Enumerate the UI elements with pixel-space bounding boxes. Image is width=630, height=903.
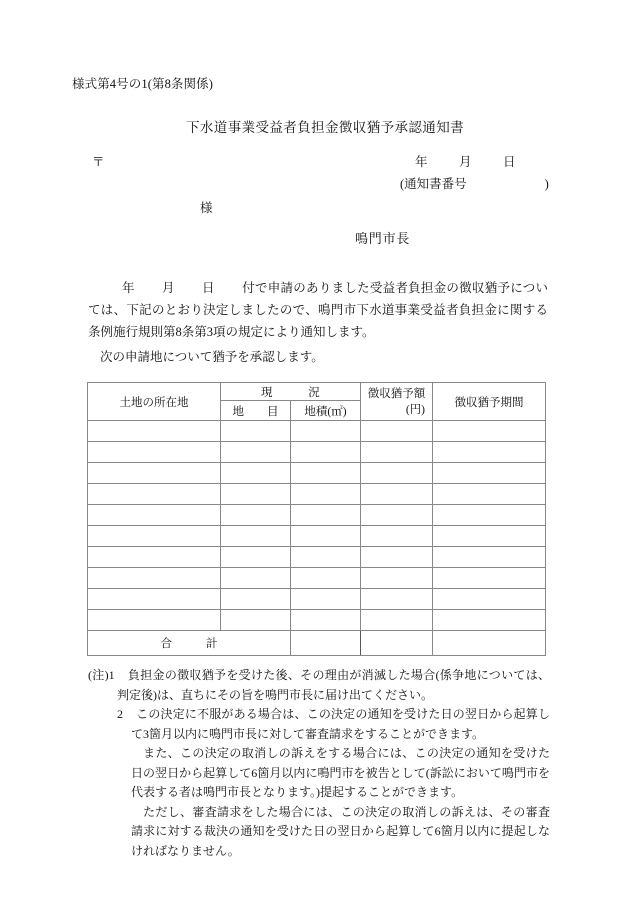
table-row[interactable]: [88, 568, 546, 589]
cell-land-category[interactable]: [221, 484, 291, 505]
cell-location[interactable]: [88, 463, 221, 484]
note-2-text: この決定に不服がある場合は、この決定の通知を受けた日の翌日から起算して3箇月以内に鳴門市長に対して審査請求をすることができます。: [131, 707, 550, 741]
land-table: [87, 382, 546, 656]
total-label-a: 合: [160, 638, 172, 650]
note-1-text: 負担金の徴収猶予を受けた後、その理由が消滅した場合(係争地については、判定後)は、直ちにその旨を鳴門市長に届け出てください。: [117, 668, 550, 702]
land-table-body: [88, 421, 546, 656]
note-item-1: [88, 666, 550, 705]
cell-deferral-amount[interactable]: [361, 505, 433, 526]
body-date-month: 月: [162, 281, 175, 295]
cell-location[interactable]: [88, 547, 221, 568]
form-code-label: 様式第4号の1(第8条関係): [72, 77, 213, 91]
body-date-year: 年: [122, 281, 135, 295]
table-row[interactable]: [88, 526, 546, 547]
cell-land-category[interactable]: [221, 421, 291, 442]
cell-land-category[interactable]: [221, 442, 291, 463]
note-item-2-continuation-1: また、この決定の取消しの訴えをする場合には、この決定の通知を受けた日の翌日から起算して6箇月以内に鳴門市を被告として(訴訟において鳴門市を代表する者は鳴門市長となります。)提起することができます。: [131, 746, 550, 799]
cell-deferral-period[interactable]: [433, 421, 546, 442]
cell-deferral-amount[interactable]: [361, 568, 433, 589]
cell-deferral-period[interactable]: [433, 484, 546, 505]
header-deferral-amount-line2: (円): [405, 403, 425, 416]
table-row[interactable]: [88, 610, 546, 631]
cell-deferral-period[interactable]: [433, 568, 546, 589]
note-1-number: 1: [108, 668, 115, 682]
cell-land-area[interactable]: [291, 421, 361, 442]
cell-land-area[interactable]: [291, 547, 361, 568]
table-row[interactable]: [88, 421, 546, 442]
note-item-2-continuation-2: ただし、審査請求をした場合には、この決定の取消しの訴えは、その審査請求に対する裁決の通知を受けた日の翌日から起算して6箇月以内に提起しなければなりません。: [131, 804, 550, 858]
cell-land-category[interactable]: [221, 463, 291, 484]
document-title: 下水道事業受益者負担金徴収猶予承認通知書: [186, 120, 464, 135]
cell-location[interactable]: [88, 568, 221, 589]
body-paragraph-text: 付で申請のありました受益者負担金の徴収猶予については、下記のとおり決定しましたので、鳴門市下水道事業受益者負担金に関する条例施行規則第8条第3項の規定により通知します。: [88, 281, 548, 339]
cell-land-area[interactable]: [291, 526, 361, 547]
header-deferral-amount: [361, 383, 433, 421]
header-location: 土地の所在地: [88, 383, 221, 421]
cell-land-area[interactable]: [291, 505, 361, 526]
table-row[interactable]: [88, 547, 546, 568]
sub-paragraph: 次の申請地について猶予を承認します。: [100, 350, 324, 364]
cell-deferral-amount[interactable]: [361, 463, 433, 484]
cell-deferral-period[interactable]: [433, 526, 546, 547]
cell-deferral-amount[interactable]: [361, 547, 433, 568]
cell-deferral-period[interactable]: [433, 589, 546, 610]
body-paragraph: [88, 277, 548, 343]
table-row[interactable]: [88, 442, 546, 463]
note-item-2: [88, 705, 550, 744]
total-land-area[interactable]: [291, 631, 361, 656]
issue-date-day: 日: [503, 155, 516, 169]
notice-number-label: (通知書番号: [400, 177, 467, 191]
total-label-b: 計: [206, 638, 218, 650]
total-period[interactable]: [433, 631, 546, 656]
notice-number-field: [400, 174, 549, 192]
notice-number-close: ): [544, 177, 549, 191]
body-date-day: 日: [202, 281, 215, 295]
cell-deferral-period[interactable]: [433, 610, 546, 631]
cell-deferral-period[interactable]: [433, 463, 546, 484]
table-row[interactable]: [88, 463, 546, 484]
cell-land-area[interactable]: [291, 442, 361, 463]
issue-date-line: [415, 152, 516, 170]
header-deferral-amount-line1: 徴収猶予額: [367, 387, 426, 400]
table-row[interactable]: [88, 484, 546, 505]
cell-deferral-amount[interactable]: [361, 589, 433, 610]
table-total-row: [88, 631, 546, 656]
cell-land-area[interactable]: [291, 484, 361, 505]
cell-location[interactable]: [88, 589, 221, 610]
addressee-honorific: 様: [200, 201, 213, 215]
table-row[interactable]: [88, 505, 546, 526]
cell-deferral-amount[interactable]: [361, 421, 433, 442]
cell-deferral-amount[interactable]: [361, 484, 433, 505]
cell-land-category[interactable]: [221, 610, 291, 631]
issue-date-year: 年: [415, 155, 428, 169]
note-2-number: 2: [117, 707, 123, 721]
cell-location[interactable]: [88, 442, 221, 463]
header-land-area: 地積(㎡): [291, 401, 361, 421]
cell-location[interactable]: [88, 610, 221, 631]
cell-land-category[interactable]: [221, 589, 291, 610]
issue-date-month: 月: [459, 155, 472, 169]
cell-land-area[interactable]: [291, 610, 361, 631]
cell-location[interactable]: [88, 526, 221, 547]
cell-location[interactable]: [88, 505, 221, 526]
cell-land-area[interactable]: [291, 589, 361, 610]
total-deferral-amount[interactable]: [361, 631, 433, 656]
cell-land-category[interactable]: [221, 526, 291, 547]
table-header-row-1: [88, 383, 546, 401]
cell-land-area[interactable]: [291, 568, 361, 589]
notes-section: [88, 666, 550, 861]
header-deferral-period: 徴収猶予期間: [433, 383, 546, 421]
land-table-head: [88, 383, 546, 421]
issuer-name: 鳴門市長: [355, 231, 411, 246]
land-table-wrapper: [87, 382, 545, 656]
total-label: [88, 631, 291, 656]
cell-deferral-amount[interactable]: [361, 442, 433, 463]
cell-land-category[interactable]: [221, 505, 291, 526]
cell-deferral-amount[interactable]: [361, 610, 433, 631]
cell-deferral-amount[interactable]: [361, 526, 433, 547]
cell-land-category[interactable]: [221, 547, 291, 568]
cell-land-category[interactable]: [221, 568, 291, 589]
cell-location[interactable]: [88, 421, 221, 442]
header-land-category: 地 目: [221, 401, 291, 421]
cell-deferral-period[interactable]: [433, 505, 546, 526]
notes-prefix: (注): [88, 668, 109, 682]
header-condition-group: 現 況: [221, 383, 361, 401]
cell-deferral-period[interactable]: [433, 442, 546, 463]
cell-land-area[interactable]: [291, 463, 361, 484]
table-row[interactable]: [88, 589, 546, 610]
cell-location[interactable]: [88, 484, 221, 505]
cell-deferral-period[interactable]: [433, 547, 546, 568]
postal-code-mark: 〒: [92, 155, 105, 169]
